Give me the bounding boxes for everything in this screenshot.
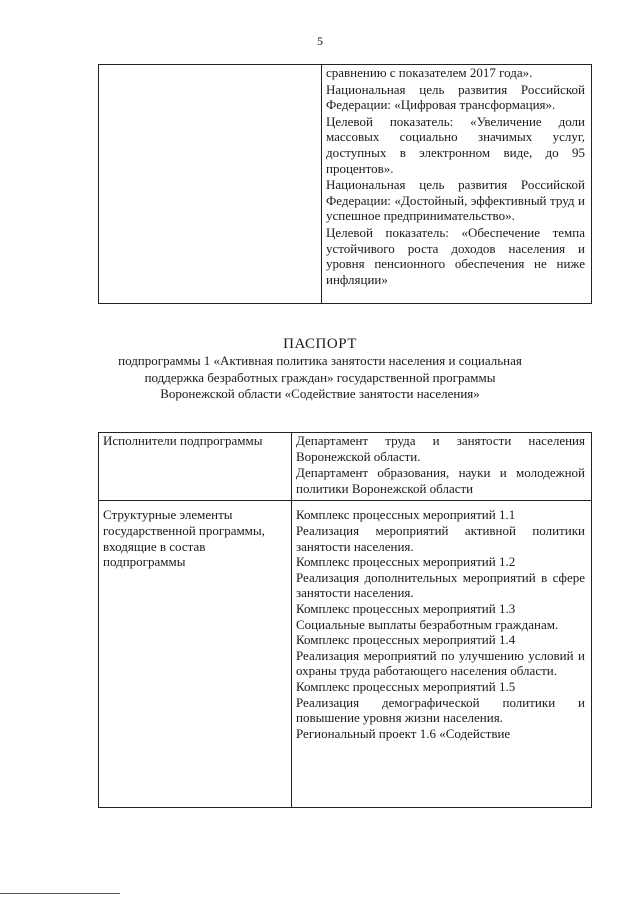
value-paragraph: Департамент труда и занятости населения Воронежской области.: [296, 433, 585, 464]
goal-paragraph: Целевой показатель: «Увеличение доли массовых социально значимых услуг, доступных в электронном виде, до 95 процентов».: [326, 113, 585, 176]
page-number: 5: [317, 34, 323, 48]
value-paragraph: Комплекс процессных мероприятий 1.1: [296, 507, 516, 523]
value-paragraph: Комплекс процессных мероприятий 1.2: [296, 554, 516, 570]
value-paragraph: Департамент образования, науки и молодежной политики Воронежской области: [296, 465, 585, 496]
table-row: [99, 501, 592, 808]
goal-paragraph: сравнению с показателем 2017 года».: [326, 65, 533, 80]
value-paragraph: Реализация мероприятий активной политики занятости населения.: [296, 522, 585, 554]
table-cell-goals: [322, 65, 592, 304]
goal-paragraph: Целевой показатель: «Обеспечение темпа устойчивого роста доходов населения и уровня пенсионного обеспечения не ниже инфляции»: [326, 224, 585, 287]
value-paragraph: Комплекс процессных мероприятий 1.3: [296, 600, 516, 616]
table-row: [99, 433, 592, 501]
footnote-separator: [0, 893, 120, 894]
continuation-table: [98, 64, 592, 304]
passport-title: ПАСПОРТ: [283, 336, 357, 352]
passport-subtitle: подпрограммы 1 «Активная политика занятости населения и социальная поддержка безработных граждан» государственной программы Воронежской области «Содействие занятости населения»: [118, 353, 522, 401]
row-label: Структурные элементы государственной программы, входящие в состав подпрограммы: [103, 507, 265, 570]
value-paragraph: Реализация дополнительных мероприятий в сфере занятости населения.: [296, 569, 585, 601]
row-label-cell: [99, 433, 292, 501]
passport-table: [98, 432, 592, 808]
value-paragraph: Социальные выплаты безработным гражданам.: [296, 616, 559, 632]
goal-paragraph: Национальная цель развития Российской Федерации: «Достойный, эффективный труд и успешное предпринимательство».: [326, 177, 585, 224]
value-paragraph: Комплекс процессных мероприятий 1.5: [296, 678, 516, 694]
row-label: Исполнители подпрограммы: [103, 433, 263, 448]
row-label-cell: [99, 501, 292, 808]
table-row: [99, 65, 592, 304]
row-value-cell: [292, 433, 592, 501]
goal-paragraph: Национальная цель развития Российской Федерации: «Цифровая трансформация».: [326, 81, 585, 113]
value-paragraph: Реализация мероприятий по улучшению условий и охраны труда работающего населения области.: [296, 647, 585, 679]
value-paragraph: Реализация демографической политики и повышение уровня жизни населения.: [296, 694, 585, 726]
row-value-cell: [292, 501, 592, 808]
value-paragraph: Комплекс процессных мероприятий 1.4: [296, 632, 516, 648]
table-cell-empty: [99, 65, 322, 304]
value-paragraph: Региональный проект 1.6 «Содействие: [296, 725, 511, 741]
